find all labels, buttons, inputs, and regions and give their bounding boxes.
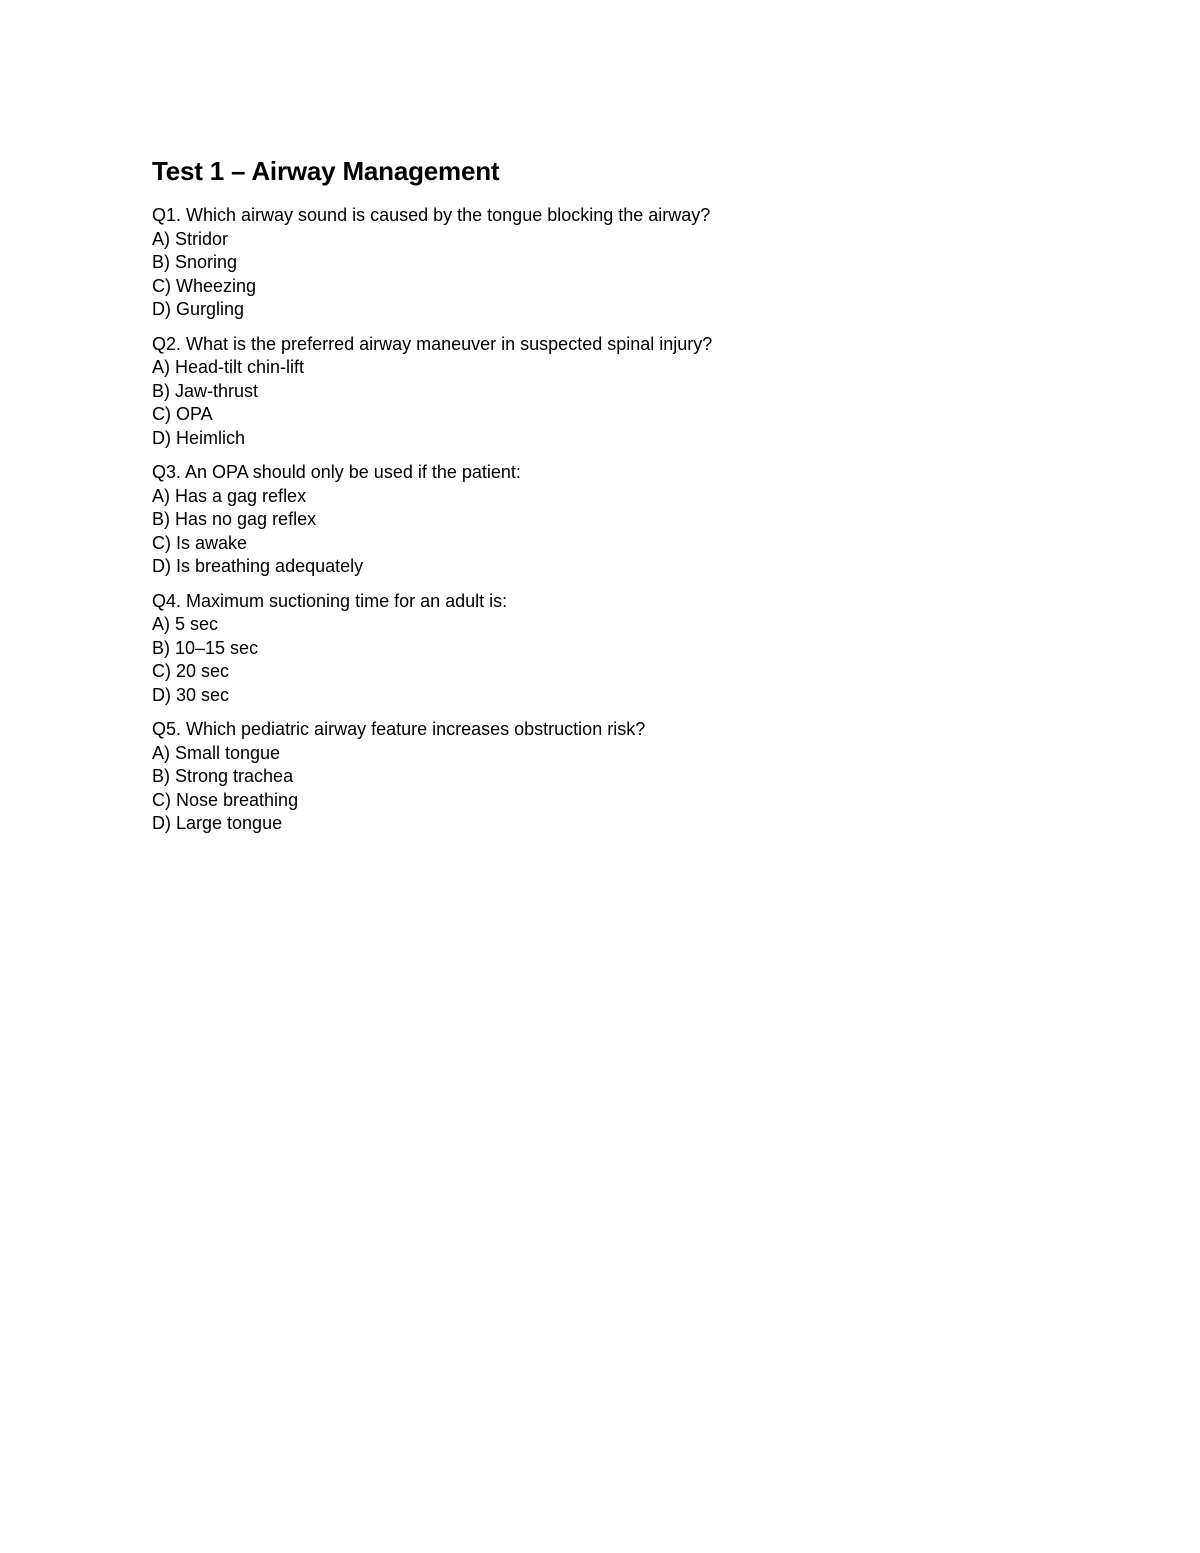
question-5 <box>152 718 1052 836</box>
option-b: B) 10–15 sec <box>152 637 259 658</box>
options-list <box>152 228 1052 322</box>
question-1 <box>152 204 1052 322</box>
question-text: Q3. An OPA should only be used if the patient: <box>152 462 521 482</box>
options-list <box>152 485 1052 579</box>
option-d: D) Is breathing adequately <box>152 556 364 576</box>
option-a: A) Has a gag reflex <box>152 485 307 506</box>
option-c: C) Is awake <box>152 532 248 553</box>
document-page <box>152 152 1052 847</box>
question-text: Q2. What is the preferred airway maneuver in suspected spinal injury? <box>152 333 713 354</box>
option-c: C) Nose breathing <box>152 789 299 810</box>
option-b: B) Has no gag reflex <box>152 509 317 529</box>
question-3 <box>152 461 1052 579</box>
option-b: B) Jaw-thrust <box>152 380 259 401</box>
option-d: D) Gurgling <box>152 299 245 319</box>
question-text: Q1. Which airway sound is caused by the tongue blocking the airway? <box>152 205 711 225</box>
option-b: B) Snoring <box>152 252 238 272</box>
option-b: B) Strong trachea <box>152 766 294 786</box>
option-d: D) 30 sec <box>152 684 230 705</box>
question-2 <box>152 333 1052 451</box>
option-a: A) Stridor <box>152 228 229 249</box>
option-a: A) Head-tilt chin-lift <box>152 357 305 377</box>
option-d: D) Heimlich <box>152 427 246 448</box>
option-c: C) OPA <box>152 404 213 424</box>
option-a: A) Small tongue <box>152 742 281 763</box>
options-list <box>152 742 1052 836</box>
option-d: D) Large tongue <box>152 813 283 833</box>
options-list <box>152 356 1052 450</box>
question-4 <box>152 590 1052 708</box>
question-text: Q4. Maximum suctioning time for an adult is: <box>152 590 508 611</box>
option-c: C) Wheezing <box>152 275 257 296</box>
option-a: A) 5 sec <box>152 614 219 634</box>
option-c: C) 20 sec <box>152 661 230 681</box>
document-title: Test 1 – Airway Management <box>152 156 500 186</box>
question-text: Q5. Which pediatric airway feature increases obstruction risk? <box>152 719 646 739</box>
options-list <box>152 613 1052 707</box>
